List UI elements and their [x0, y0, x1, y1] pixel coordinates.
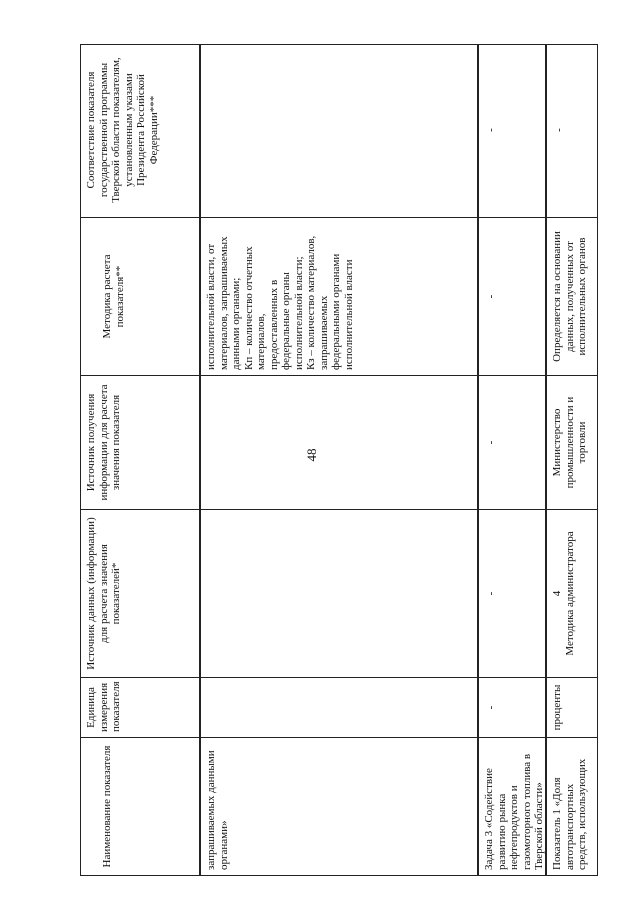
row-compliance: -: [485, 128, 497, 132]
indicators-table: [80, 44, 598, 876]
method-line: Кз – количество материалов,: [305, 235, 317, 370]
header-source-info: Источник получения информации для расчета значения показателя: [81, 375, 199, 509]
header-name: Наименование показателя: [81, 737, 199, 875]
table-row: [546, 44, 598, 876]
table-row: [200, 44, 478, 876]
table-row: [478, 44, 546, 876]
header-compliance: Соответствие показателя государственной программы Тверской области показателям, установленным указами Президента Российской Федерации***: [85, 57, 160, 203]
row-method: -: [479, 217, 545, 375]
method-line: материалов, запрашиваемых: [217, 236, 230, 370]
method-line: исполнительной власти, от: [205, 243, 217, 370]
method-line: запрашиваемых: [317, 295, 330, 370]
row-source-info: [201, 375, 477, 509]
row-unit: проценты: [547, 677, 597, 737]
row-source-data: [547, 509, 597, 677]
page-number: 48: [304, 448, 319, 462]
header-unit: Единица измерения показателя: [81, 677, 199, 737]
row-unit: -: [479, 677, 545, 737]
method-line: данными органами;: [230, 277, 242, 370]
table-header-row: [80, 44, 200, 876]
method-line: исполнительной власти;: [292, 256, 305, 370]
method-line: предоставленных в: [267, 279, 280, 370]
header-method: Методика расчета показателя**: [81, 217, 199, 375]
source-data-text: Методика администратора: [563, 531, 576, 656]
row-name: запрашиваемых данными органами»: [201, 737, 477, 875]
row-source-data: -: [479, 509, 545, 677]
row-source-info: -: [479, 375, 545, 509]
method-line: материалов,: [255, 313, 267, 370]
row-method: Определяется на основании данных, полученных от исполнительных органов: [547, 217, 597, 375]
row-method: [201, 217, 477, 375]
method-line: федеральные органы: [280, 272, 292, 370]
row-source-data: [201, 509, 477, 677]
row-unit: [201, 677, 477, 737]
row-name: Показатель 1 «Доля автотранспортных средств, использующих: [547, 737, 597, 875]
method-line: исполнительной власти: [342, 259, 355, 370]
row-name: Задача 3 «Содействие развитию рынка нефтепродуктов и газомоторного топлива в Тверской области»: [479, 737, 545, 875]
method-line: Кп – количество отчетных: [242, 246, 255, 370]
row-compliance: [201, 43, 477, 217]
method-line: федеральными органами: [330, 253, 342, 370]
source-data-number: 4: [551, 590, 563, 597]
row-compliance: -: [553, 128, 565, 132]
row-source-info: Министерство промышленности и торговли: [547, 375, 597, 509]
header-source-data: Источник данных (информации) для расчета значения показателей*: [81, 509, 199, 677]
